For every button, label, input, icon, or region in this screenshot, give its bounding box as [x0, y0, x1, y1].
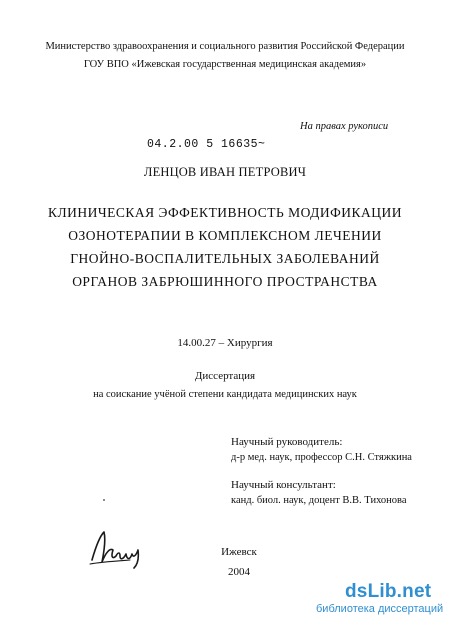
watermark-logo: dsLib.net — [345, 581, 432, 602]
stamp-number: 04.2.00 5 16635~ — [147, 138, 266, 151]
academy-header: ГОУ ВПО «Ижевская государственная медицинская академия» — [83, 59, 367, 70]
title-line: ГНОЙНО-ВОСПАЛИТЕЛЬНЫХ ЗАБОЛЕВАНИЙ — [70, 251, 380, 266]
city: Ижевск — [221, 546, 257, 558]
consultant-name: канд. биол. наук, доцент В.В. Тихонова — [231, 495, 407, 506]
speck-dot — [103, 499, 105, 501]
degree-line: на соискание учёной степени кандидата медицинских наук — [93, 389, 357, 400]
title-line: ОРГАНОВ ЗАБРЮШИННОГО ПРОСТРАНСТВА — [72, 274, 378, 289]
specialty: 14.00.27 – Хирургия — [177, 337, 273, 349]
watermark-text: библиотека диссертаций — [316, 603, 444, 615]
title-line: ОЗОНОТЕРАПИИ В КОМПЛЕКСНОМ ЛЕЧЕНИИ — [68, 228, 382, 243]
supervisor-label: Научный руководитель: — [231, 436, 343, 448]
consultant-label: Научный консультант: — [231, 479, 336, 491]
ministry-header: Министерство здравоохранения и социального развития Российской Федерации — [45, 41, 405, 52]
supervisor-name: д-р мед. наук, профессор С.Н. Стяжкина — [231, 452, 412, 463]
rights-note: На правах рукописи — [300, 121, 389, 132]
year: 2004 — [228, 566, 250, 578]
title-line: КЛИНИЧЕСКАЯ ЭФФЕКТИВНОСТЬ МОДИФИКАЦИИ — [47, 205, 403, 220]
document-type: Диссертация — [194, 370, 256, 382]
author-name: ЛЕНЦОВ ИВАН ПЕТРОВИЧ — [143, 165, 307, 179]
